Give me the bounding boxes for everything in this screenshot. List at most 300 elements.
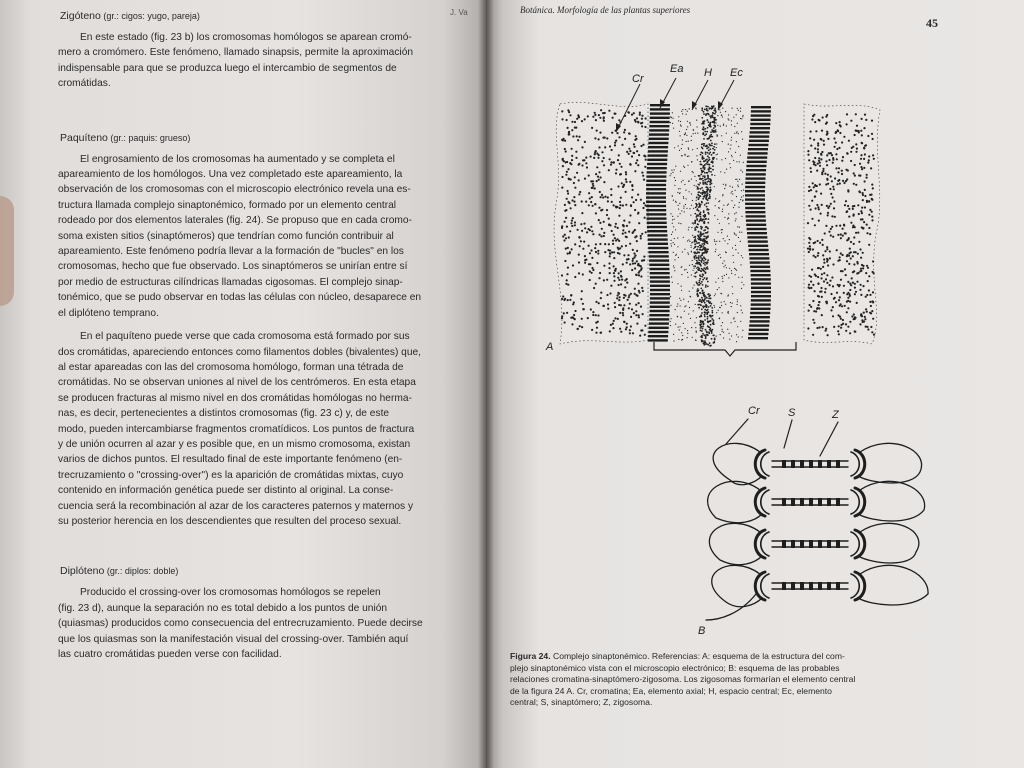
stipple-dot	[865, 296, 867, 298]
stipple-dot	[711, 154, 713, 156]
stipple-dot	[832, 196, 834, 198]
stipple-dot	[574, 310, 576, 312]
stipple-dot	[722, 331, 723, 332]
left-page	[0, 0, 492, 768]
stipple-dot	[684, 211, 685, 212]
text-line: apareamiento de los homólogos. Una vez completado este apareamiento, la	[58, 169, 403, 181]
stipple-dot	[680, 300, 681, 301]
stipple-dot	[714, 239, 715, 240]
stipple-dot	[707, 152, 709, 154]
stipple-dot	[638, 314, 640, 316]
stipple-dot	[844, 268, 846, 270]
stipple-dot	[624, 286, 626, 288]
chromatin-loop-right	[858, 481, 925, 521]
stipple-dot	[731, 322, 732, 323]
stipple-dot	[855, 291, 857, 293]
stipple-dot	[685, 328, 686, 329]
stipple-dot	[568, 202, 570, 204]
stipple-dot	[722, 329, 723, 330]
stipple-dot	[837, 171, 839, 173]
stipple-dot	[694, 227, 696, 229]
stipple-dot	[699, 300, 701, 302]
stipple-dot	[860, 284, 862, 286]
stipple-dot	[846, 311, 848, 313]
stipple-dot	[706, 278, 708, 280]
stipple-dot	[725, 158, 726, 159]
stipple-dot	[673, 226, 674, 227]
stipple-dot	[565, 161, 567, 163]
stipple-dot	[707, 113, 709, 115]
stipple-dot	[614, 306, 616, 308]
stipple-dot	[629, 150, 631, 152]
stipple-dot	[702, 299, 704, 301]
stipple-dot	[626, 225, 628, 227]
stipple-dot	[704, 277, 706, 279]
caption-text: plejo sinaptonémico vista con el microscopio electrónico; B: esquema de las probables	[510, 662, 840, 673]
axial-bar	[749, 140, 769, 142]
stipple-dot	[681, 286, 682, 287]
axial-bar	[745, 198, 765, 200]
stipple-dot	[846, 301, 848, 303]
text-line: tonémico, que se pudo observar en todas las células con núcleo, desaparece en	[58, 292, 422, 304]
stipple-dot	[812, 248, 814, 250]
stipple-dot	[609, 330, 611, 332]
stipple-dot	[861, 319, 863, 321]
stipple-dot	[626, 326, 628, 328]
text-line: tructura llamada complejo sinaptonémico, formado por un elemento central	[58, 199, 397, 211]
stipple-dot	[852, 208, 854, 210]
stipple-dot	[861, 142, 863, 144]
stipple-dot	[840, 237, 842, 239]
stipple-dot	[640, 199, 642, 201]
stipple-dot	[670, 296, 671, 297]
stipple-dot	[611, 201, 613, 203]
stipple-dot	[688, 239, 689, 240]
stipple-dot	[702, 198, 704, 200]
stipple-dot	[721, 305, 722, 306]
stipple-dot	[693, 248, 694, 249]
stipple-dot	[613, 251, 615, 253]
stipple-dot	[705, 203, 707, 205]
stipple-dot	[706, 313, 708, 315]
stipple-dot	[834, 216, 836, 218]
stipple-dot	[741, 131, 742, 132]
stipple-dot	[705, 334, 707, 336]
stipple-dot	[634, 255, 636, 257]
stipple-dot	[619, 328, 621, 330]
zygosome-cylinder	[782, 540, 786, 548]
stipple-dot	[601, 194, 603, 196]
stipple-dot	[702, 155, 704, 157]
stipple-dot	[819, 291, 821, 293]
stipple-dot	[689, 123, 690, 124]
stipple-dot	[694, 176, 695, 177]
stipple-dot	[622, 309, 624, 311]
stipple-dot	[564, 298, 566, 300]
stipple-dot	[588, 192, 590, 194]
stipple-dot	[644, 126, 646, 128]
stipple-dot	[862, 285, 864, 287]
stipple-dot	[728, 118, 729, 119]
stipple-dot	[724, 188, 725, 189]
stipple-dot	[846, 211, 848, 213]
stipple-dot	[608, 267, 610, 269]
stipple-dot	[632, 332, 634, 334]
chromatin-loop-right	[858, 443, 922, 483]
stipple-dot	[698, 242, 700, 244]
stipple-dot	[712, 121, 714, 123]
stipple-dot	[604, 243, 606, 245]
stipple-dot	[711, 307, 713, 309]
stipple-dot	[681, 181, 682, 182]
stipple-dot	[831, 276, 833, 278]
stipple-dot	[851, 147, 853, 149]
stipple-dot	[838, 325, 840, 327]
stipple-dot	[864, 145, 866, 147]
stipple-dot	[705, 272, 707, 274]
stipple-dot	[814, 224, 816, 226]
stipple-dot	[674, 147, 675, 148]
axial-bar	[650, 272, 670, 274]
stipple-dot	[617, 238, 619, 240]
stipple-dot	[715, 249, 716, 250]
stipple-dot	[573, 182, 575, 184]
stipple-dot	[581, 230, 583, 232]
stipple-dot	[731, 270, 732, 271]
stipple-dot	[858, 241, 860, 243]
stipple-dot	[723, 184, 724, 185]
stipple-dot	[604, 251, 606, 253]
stipple-dot	[614, 237, 616, 239]
stipple-dot	[820, 193, 822, 195]
stipple-dot	[567, 168, 569, 170]
axial-bar	[746, 165, 766, 167]
stipple-dot	[568, 133, 570, 135]
stipple-dot	[614, 113, 616, 115]
stipple-dot	[692, 242, 693, 243]
stipple-dot	[810, 145, 812, 147]
stipple-dot	[701, 341, 703, 343]
stipple-dot	[573, 201, 575, 203]
stipple-dot	[709, 115, 711, 117]
stipple-dot	[610, 194, 612, 196]
stipple-dot	[826, 114, 828, 116]
stipple-dot	[691, 247, 692, 248]
stipple-dot	[566, 273, 568, 275]
stipple-dot	[706, 331, 708, 333]
stipple-dot	[738, 277, 739, 278]
stipple-dot	[841, 173, 843, 175]
stipple-dot	[830, 203, 832, 205]
stipple-dot	[702, 305, 704, 307]
stipple-dot	[694, 247, 696, 249]
stipple-dot	[595, 322, 597, 324]
stipple-dot	[837, 130, 839, 132]
stipple-dot	[735, 190, 736, 191]
stipple-dot	[677, 192, 678, 193]
stipple-dot	[700, 235, 702, 237]
stipple-dot	[576, 172, 578, 174]
stipple-dot	[872, 291, 874, 293]
stipple-dot	[684, 306, 685, 307]
stipple-dot	[626, 282, 628, 284]
stipple-dot	[631, 308, 633, 310]
stipple-dot	[695, 276, 697, 278]
stipple-dot	[697, 224, 699, 226]
stipple-dot	[702, 190, 704, 192]
axial-bar	[649, 264, 669, 266]
stipple-dot	[608, 110, 610, 112]
stipple-dot	[567, 267, 569, 269]
stipple-dot	[679, 326, 680, 327]
stipple-dot	[708, 332, 710, 334]
stipple-dot	[617, 252, 619, 254]
stipple-dot	[847, 307, 849, 309]
stipple-dot	[587, 317, 589, 319]
stipple-dot	[738, 336, 739, 337]
stipple-dot	[735, 218, 736, 219]
stipple-dot	[835, 167, 837, 169]
zygosome-cylinder	[791, 460, 795, 468]
stipple-dot	[639, 112, 641, 114]
stipple-dot	[702, 182, 704, 184]
stipple-dot	[588, 174, 590, 176]
stipple-dot	[565, 217, 567, 219]
stipple-dot	[856, 281, 858, 283]
stipple-dot	[848, 208, 850, 210]
stipple-dot	[837, 234, 839, 236]
stipple-dot	[695, 107, 696, 108]
caption-text: Complejo sinaptonémico. Referencias: A: esquema de la estructura del com-	[550, 651, 845, 661]
stipple-dot	[860, 270, 862, 272]
stipple-dot	[574, 224, 576, 226]
axial-bar	[647, 167, 667, 169]
stipple-dot	[571, 225, 573, 227]
stipple-dot	[732, 191, 733, 192]
stipple-dot	[709, 197, 711, 199]
stipple-dot	[859, 323, 861, 325]
stipple-dot	[721, 229, 722, 230]
stipple-dot	[714, 108, 716, 110]
stipple-dot	[743, 284, 744, 285]
caption-line	[510, 697, 942, 709]
stipple-dot	[703, 170, 705, 172]
stipple-dot	[811, 269, 813, 271]
stipple-dot	[586, 231, 588, 233]
stipple-dot	[615, 206, 617, 208]
stipple-dot	[870, 326, 872, 328]
stipple-dot	[733, 318, 734, 319]
stipple-dot	[705, 226, 707, 228]
caption-line	[510, 663, 942, 675]
stipple-dot	[829, 280, 831, 282]
stipple-dot	[697, 296, 699, 298]
stipple-dot	[671, 318, 672, 319]
stipple-dot	[587, 228, 589, 230]
text-line: Producido el crossing-over los cromosomas homólogos se repelen	[80, 587, 381, 599]
stipple-dot	[821, 173, 823, 175]
stipple-dot	[723, 125, 724, 126]
stipple-dot	[839, 284, 841, 286]
stipple-dot	[860, 268, 862, 270]
stipple-dot	[738, 252, 739, 253]
text-line: cuencia será la recombinación al azar de los caracteres paternos y maternos y	[58, 500, 414, 512]
stipple-dot	[567, 299, 569, 301]
stipple-dot	[579, 245, 581, 247]
stipple-dot	[724, 217, 725, 218]
axial-bar	[646, 201, 666, 203]
stipple-dot	[613, 204, 615, 206]
stipple-dot	[839, 256, 841, 258]
stipple-dot	[620, 173, 622, 175]
stipple-dot	[855, 151, 857, 153]
stipple-dot	[615, 140, 617, 142]
stipple-dot	[577, 114, 579, 116]
stipple-dot	[690, 318, 691, 319]
stipple-dot	[698, 259, 700, 261]
stipple-dot	[695, 263, 697, 265]
stipple-dot	[602, 196, 604, 198]
stipple-dot	[833, 188, 835, 190]
stipple-dot	[599, 234, 601, 236]
stipple-dot	[609, 224, 611, 226]
stipple-dot	[687, 156, 688, 157]
zygosome-cylinder	[827, 460, 831, 468]
stipple-dot	[693, 266, 694, 267]
stipple-dot	[683, 166, 684, 167]
text-line: contenido en información genética puede ser distinto al original. La conse-	[58, 485, 394, 497]
stipple-dot	[694, 185, 695, 186]
stipple-dot	[740, 170, 741, 171]
axial-bar	[649, 125, 669, 127]
stipple-dot	[703, 145, 705, 147]
stipple-dot	[678, 205, 679, 206]
stipple-dot	[636, 323, 638, 325]
stipple-dot	[737, 185, 738, 186]
stipple-dot	[684, 311, 685, 312]
stipple-dot	[810, 209, 812, 211]
stipple-dot	[727, 205, 728, 206]
stipple-dot	[742, 171, 743, 172]
stipple-dot	[714, 149, 716, 151]
stipple-dot	[701, 312, 703, 314]
stipple-dot	[624, 138, 626, 140]
stipple-dot	[598, 277, 600, 279]
stipple-dot	[700, 212, 702, 214]
stipple-dot	[712, 169, 714, 171]
stipple-dot	[698, 239, 700, 241]
stipple-dot	[823, 262, 825, 264]
stipple-dot	[562, 295, 564, 297]
stipple-dot	[808, 275, 810, 277]
stipple-dot	[706, 191, 708, 193]
axial-bar	[650, 306, 670, 308]
stipple-dot	[839, 132, 841, 134]
stipple-dot	[839, 182, 841, 184]
stipple-dot	[690, 245, 691, 246]
stipple-dot	[562, 139, 564, 141]
stipple-dot	[711, 303, 713, 305]
stipple-dot	[700, 168, 702, 170]
stipple-dot	[597, 252, 599, 254]
stipple-dot	[623, 254, 625, 256]
zygosome-cylinder	[800, 540, 804, 548]
stipple-dot	[845, 180, 847, 182]
axial-bar	[646, 188, 666, 190]
stipple-dot	[731, 124, 732, 125]
stipple-dot	[692, 260, 693, 261]
stipple-dot	[688, 227, 689, 228]
stipple-dot	[671, 117, 672, 118]
stipple-dot	[866, 265, 868, 267]
stipple-dot	[818, 301, 820, 303]
stipple-dot	[592, 269, 594, 271]
stipple-dot	[737, 123, 738, 124]
stipple-dot	[613, 265, 615, 267]
stipple-dot	[682, 251, 683, 252]
stipple-dot	[723, 124, 724, 125]
stipple-dot	[603, 164, 605, 166]
stipple-dot	[634, 267, 636, 269]
stipple-dot	[823, 280, 825, 282]
stipple-dot	[722, 194, 723, 195]
zygosome-cylinder	[809, 540, 813, 548]
stipple-dot	[721, 115, 722, 116]
stipple-dot	[728, 294, 729, 295]
stipple-dot	[618, 240, 620, 242]
stipple-dot	[714, 109, 716, 111]
stipple-dot	[714, 241, 715, 242]
stipple-dot	[835, 142, 837, 144]
stipple-dot	[618, 136, 620, 138]
stipple-dot	[739, 227, 740, 228]
stipple-dot	[709, 178, 711, 180]
stipple-dot	[722, 278, 723, 279]
stipple-dot	[633, 256, 635, 258]
stipple-dot	[571, 148, 573, 150]
stipple-dot	[809, 245, 811, 247]
stipple-dot	[681, 274, 682, 275]
axial-bar	[647, 171, 667, 173]
stipple-dot	[677, 303, 678, 304]
stipple-dot	[704, 229, 706, 231]
stipple-dot	[701, 326, 703, 328]
stipple-dot	[603, 265, 605, 267]
stipple-dot	[870, 305, 872, 307]
stipple-dot	[600, 332, 602, 334]
stipple-dot	[618, 215, 620, 217]
stipple-dot	[698, 282, 700, 284]
stipple-dot	[581, 164, 583, 166]
stipple-dot	[820, 287, 822, 289]
stipple-dot	[693, 172, 694, 173]
stipple-dot	[815, 190, 817, 192]
stipple-dot	[674, 169, 675, 170]
stipple-dot	[678, 223, 679, 224]
stipple-dot	[724, 301, 725, 302]
stipple-dot	[698, 231, 700, 233]
stipple-dot	[739, 232, 740, 233]
stipple-dot	[855, 143, 857, 145]
stipple-dot	[628, 307, 630, 309]
stipple-dot	[868, 200, 870, 202]
stipple-dot	[693, 310, 694, 311]
synaptomere-right-inner	[851, 574, 859, 598]
stipple-dot	[824, 250, 826, 252]
stipple-dot	[580, 223, 582, 225]
stipple-dot	[837, 260, 839, 262]
stipple-dot	[852, 255, 854, 257]
